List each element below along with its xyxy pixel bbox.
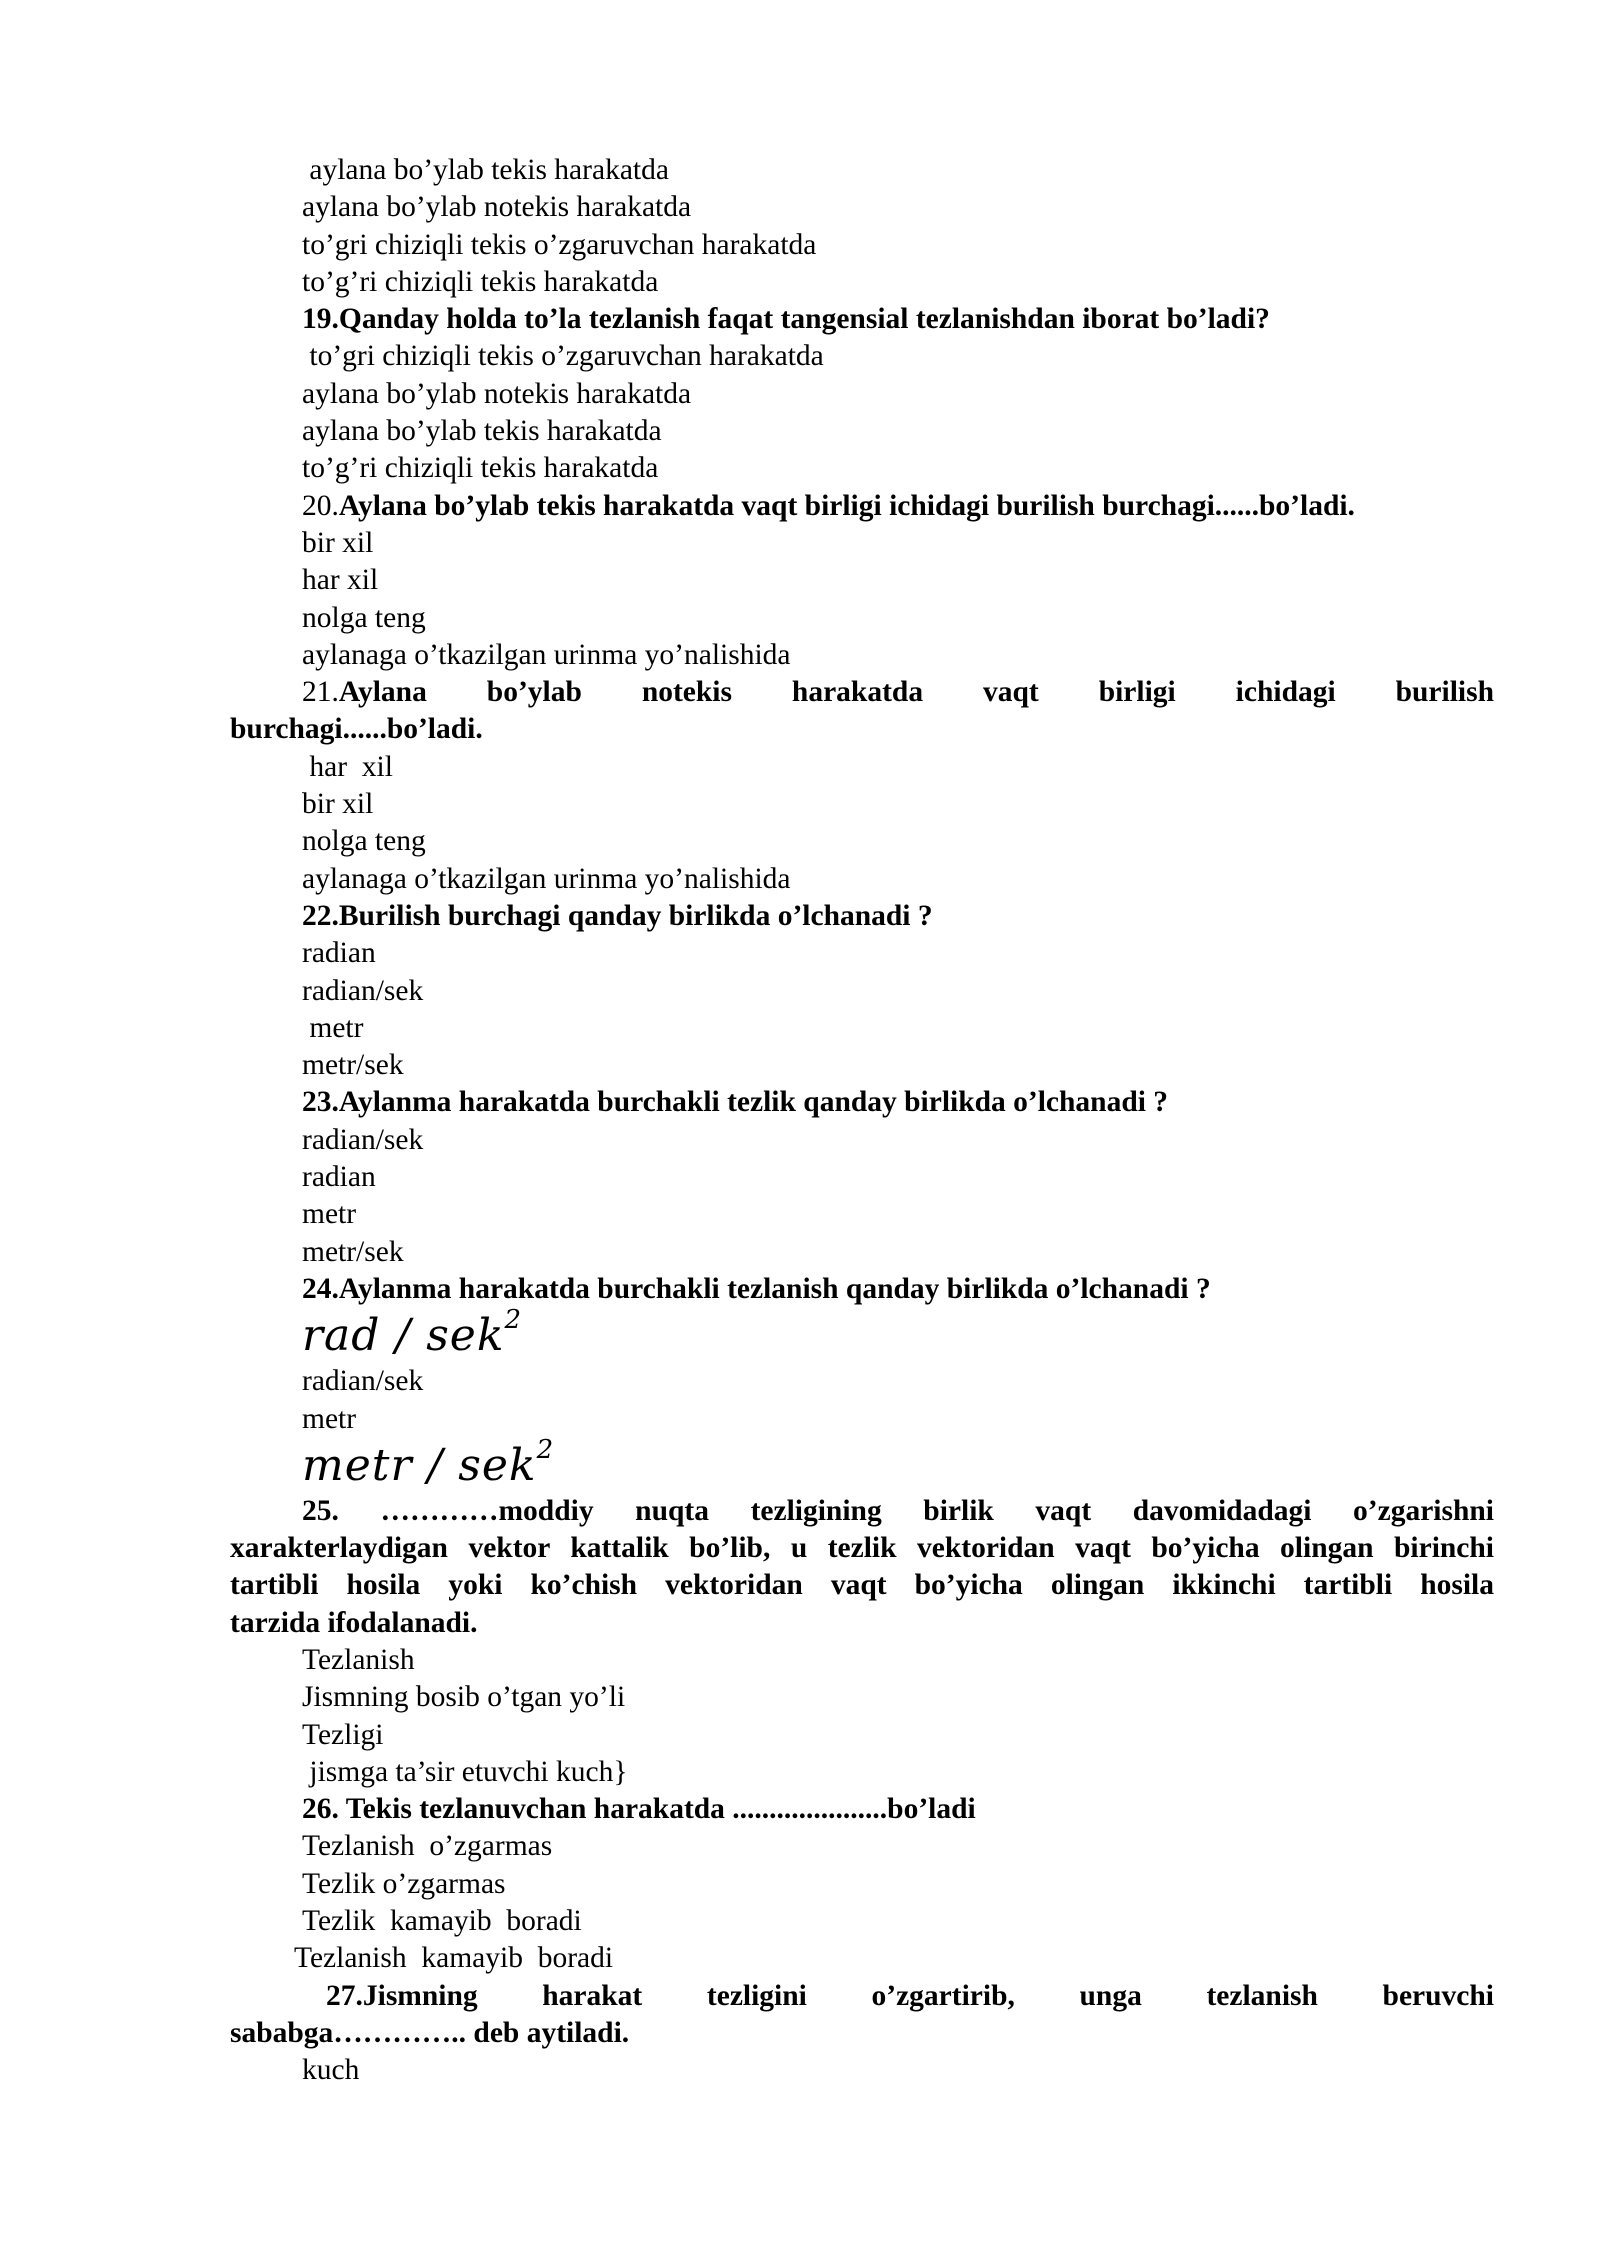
question-20 bbox=[230, 488, 1494, 525]
question-number: 20. bbox=[302, 489, 339, 522]
question-21 bbox=[230, 674, 1494, 711]
answer-option: Tezlanish o’zgarmas bbox=[302, 1830, 553, 1863]
answer-option: to’g’ri chiziqli tekis harakatda bbox=[302, 452, 659, 485]
question-22: 22.Burilish burchagi qanday birlikda o’lchanadi ? bbox=[302, 899, 933, 932]
question-25-line: tarzida ifodalanadi. bbox=[230, 1606, 478, 1639]
answer-option: Tezlanish kamayib boradi bbox=[294, 1942, 614, 1975]
answer-option: radian/sek bbox=[302, 1123, 424, 1156]
answer-option: aylanaga o’tkazilgan urinma yo’nalishida bbox=[302, 638, 791, 671]
answer-option: aylana bo’ylab tekis harakatda bbox=[302, 154, 669, 186]
question-23: 23.Aylanma harakatda burchakli tezlik qanday birlikda o’lchanadi ? bbox=[302, 1086, 1169, 1119]
question-25-line: tartibli hosila yoki ko’chish vektoridan vaqt bo’yicha olingan ikkinchi tartibli hosila bbox=[230, 1569, 1494, 1602]
answer-option: har xil bbox=[302, 564, 379, 597]
answer-option: Tezlanish bbox=[302, 1643, 415, 1676]
formula-exponent: 2 bbox=[536, 1434, 555, 1465]
answer-option: metr bbox=[302, 1198, 357, 1231]
answer-option: bir xil bbox=[302, 788, 374, 821]
answer-option: aylana bo’ylab tekis harakatda bbox=[302, 415, 662, 448]
answer-option: to’gri chiziqli tekis o’zgaruvchan harakatda bbox=[302, 340, 824, 373]
answer-option: to’gri chiziqli tekis o’zgaruvchan harakatda bbox=[302, 228, 817, 261]
formula-base: metr / sek bbox=[302, 1439, 537, 1491]
answer-option: radian/sek bbox=[302, 1365, 424, 1398]
question-27-line: sababga………….. deb aytiladi. bbox=[230, 2016, 630, 2049]
formula-option bbox=[230, 1434, 1494, 1493]
answer-option: metr bbox=[302, 1402, 357, 1435]
formula-option bbox=[230, 1305, 1494, 1363]
answer-option: to’g’ri chiziqli tekis harakatda bbox=[302, 265, 659, 298]
answer-option: radian bbox=[302, 1161, 376, 1194]
question-text-line: burchagi......bo’ladi. bbox=[230, 713, 483, 746]
question-27-line: 27.Jismning harakat tezligini o’zgartirib, unga tezlanish beruvchi bbox=[326, 1979, 1494, 2012]
answer-option: Tezlik o’zgarmas bbox=[302, 1867, 506, 1900]
question-24: 24.Aylanma harakatda burchakli tezlanish qanday birlikda o’lchanadi ? bbox=[302, 1272, 1211, 1305]
question-number: 21. bbox=[302, 676, 339, 709]
formula-base: rad / sek bbox=[302, 1310, 505, 1362]
answer-option: nolga teng bbox=[302, 825, 426, 858]
question-25-line: xarakterlaydigan vektor kattalik bo’lib, u tezlik vektoridan vaqt bo’yicha olingan birinchi bbox=[230, 1532, 1494, 1565]
formula-exponent: 2 bbox=[504, 1305, 523, 1336]
answer-option: radian/sek bbox=[302, 974, 424, 1007]
answer-option: jismga ta’sir etuvchi kuch} bbox=[302, 1755, 628, 1788]
answer-option: Tezlik kamayib boradi bbox=[302, 1905, 582, 1938]
answer-option: metr bbox=[302, 1011, 364, 1044]
answer-option: nolga teng bbox=[302, 601, 426, 634]
answer-option: bir xil bbox=[302, 526, 374, 559]
answer-option: metr/sek bbox=[302, 1235, 404, 1268]
answer-option: kuch bbox=[302, 2054, 360, 2087]
answer-option: radian bbox=[302, 937, 376, 970]
answer-option: metr/sek bbox=[302, 1049, 404, 1082]
question-list bbox=[230, 152, 1494, 2090]
answer-option: Jismning bosib o’tgan yo’li bbox=[302, 1681, 626, 1714]
question-text-line: Aylana bo’ylab notekis harakatda vaqt birligi ichidagi burilish bbox=[338, 676, 1494, 709]
answer-option: aylana bo’ylab notekis harakatda bbox=[302, 377, 692, 410]
question-19: 19.Qanday holda to’la tezlanish faqat tangensial tezlanishdan iborat bo’ladi? bbox=[302, 303, 1270, 336]
question-26: 26. Tekis tezlanuvchan harakatda .....................bo’ladi bbox=[302, 1793, 976, 1826]
question-25-line: 25. …………moddiy nuqta tezligining birlik vaqt davomidadagi o’zgarishni bbox=[302, 1494, 1494, 1527]
question-text: Aylana bo’ylab tekis harakatda vaqt birligi ichidagi burilish burchagi......bo’ladi. bbox=[338, 489, 1355, 522]
answer-option: aylanaga o’tkazilgan urinma yo’nalishida bbox=[302, 862, 791, 895]
answer-option: Tezligi bbox=[302, 1718, 384, 1751]
answer-option: har xil bbox=[302, 750, 393, 783]
answer-option: aylana bo’ylab notekis harakatda bbox=[302, 191, 692, 224]
